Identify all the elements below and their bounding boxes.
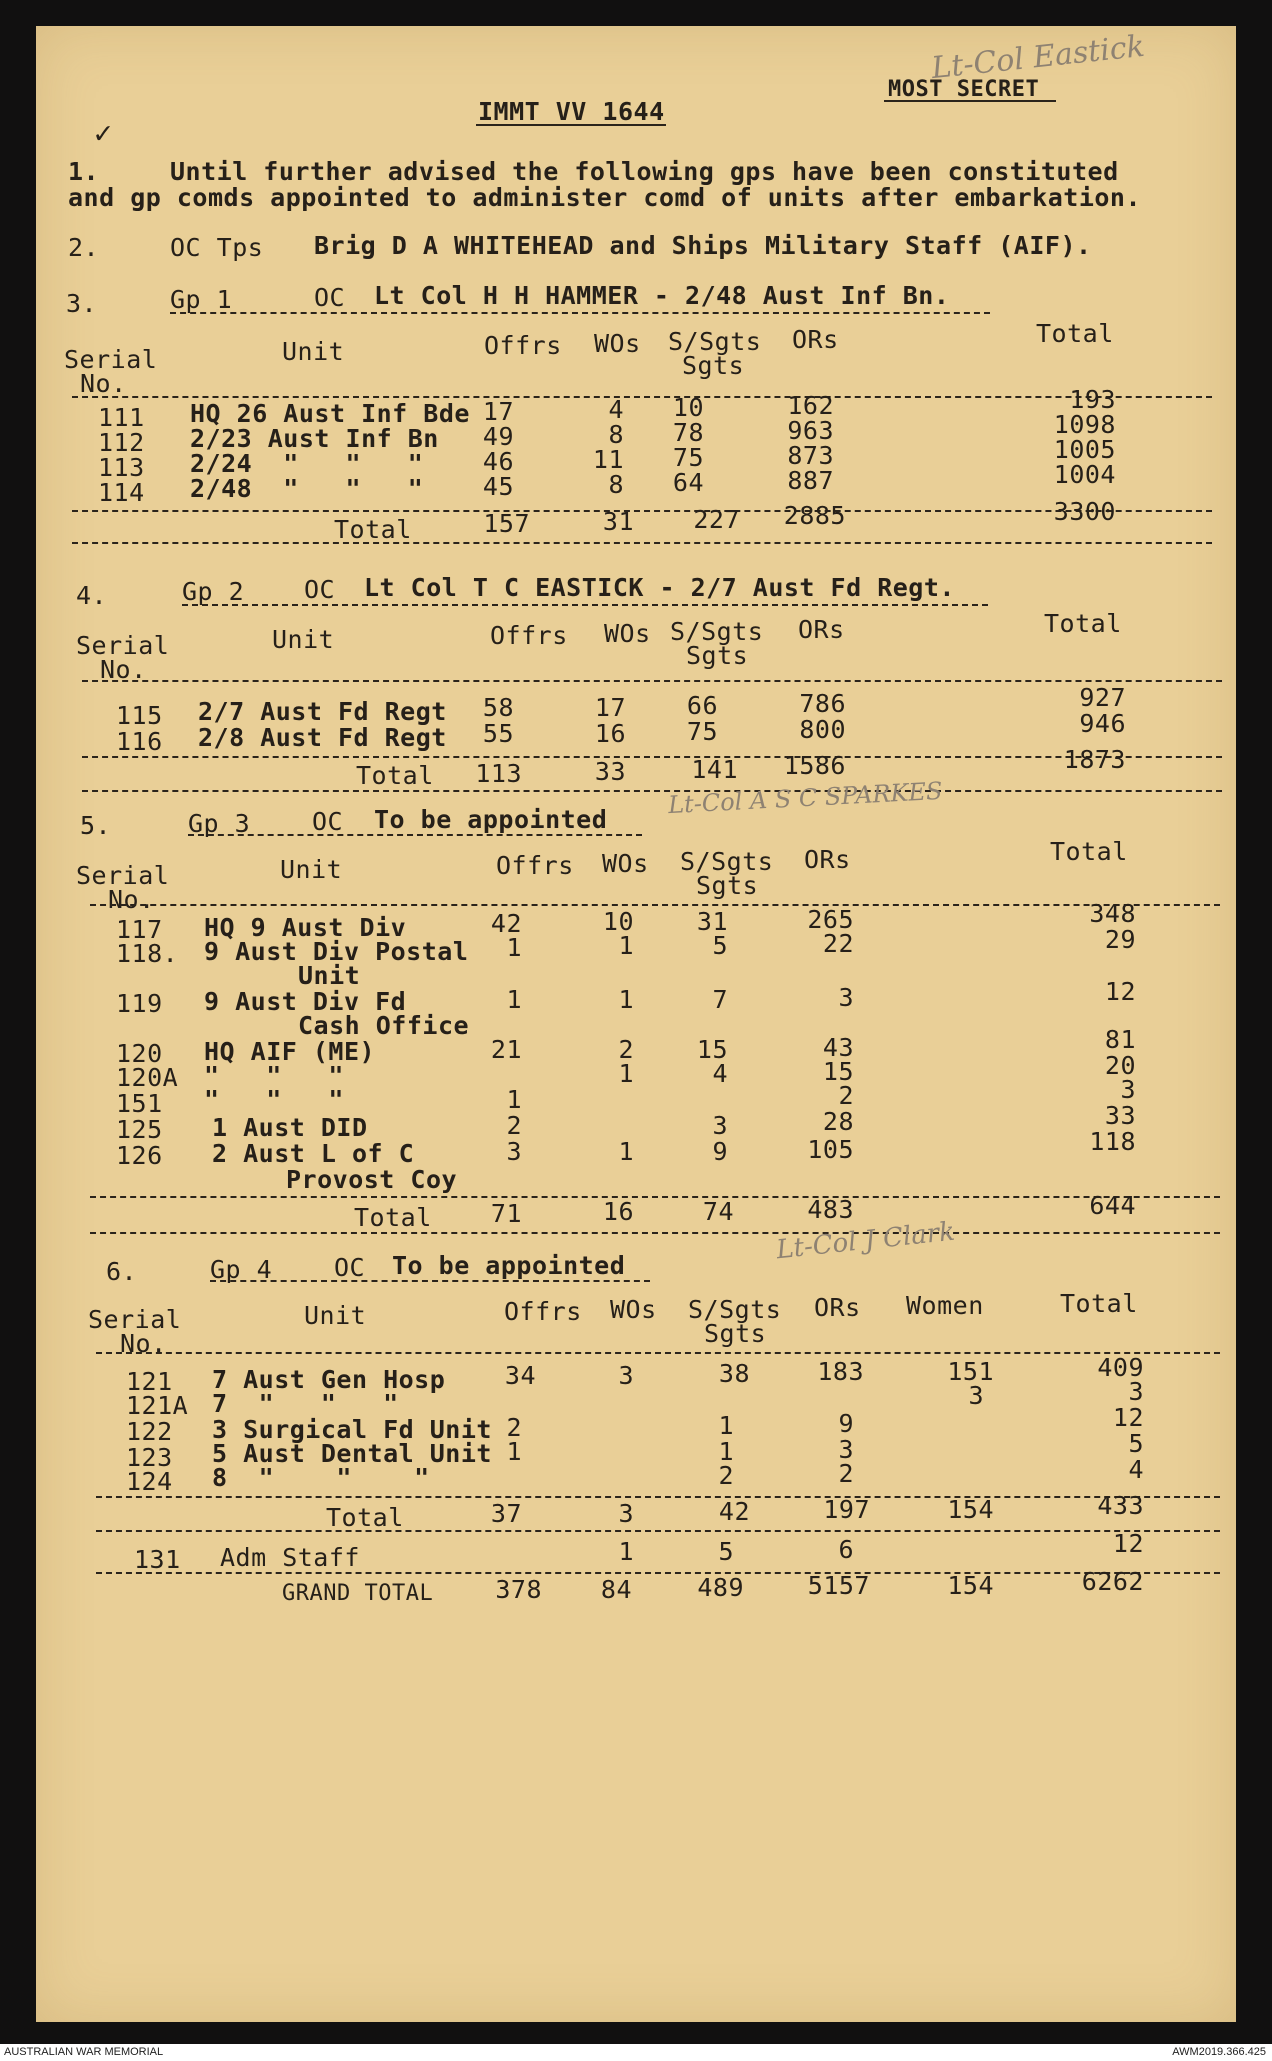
group-number: 5. bbox=[80, 811, 112, 840]
group-oc-label: OC bbox=[314, 283, 346, 312]
group-label: Gp 4 bbox=[210, 1255, 273, 1284]
total-rule-bottom bbox=[90, 1232, 1220, 1234]
col-sgts: Sgts bbox=[696, 871, 759, 900]
para2-label: OC Tps bbox=[170, 233, 264, 262]
col-sgts: Sgts bbox=[686, 641, 749, 670]
classification-label: MOST SECRET bbox=[888, 77, 1040, 102]
col-serial: Serial bbox=[64, 345, 158, 374]
col-ssgts: S/Sgts bbox=[668, 327, 762, 356]
col-no: No. bbox=[100, 655, 147, 684]
group-label: Gp 3 bbox=[188, 809, 251, 838]
col-unit: Unit bbox=[280, 855, 343, 884]
col-total: Total bbox=[1050, 837, 1128, 866]
group-underline bbox=[170, 312, 990, 314]
handwritten-annotation: Lt-Col A S C SPARKES bbox=[667, 776, 944, 820]
col-ors: ORs bbox=[798, 615, 845, 644]
col-women: Women bbox=[906, 1291, 984, 1320]
group-number: 3. bbox=[66, 289, 98, 318]
group-underline bbox=[210, 1280, 650, 1282]
col-unit: Unit bbox=[282, 337, 345, 366]
handwritten-annotation: Lt-Col J Clark bbox=[774, 1216, 957, 1266]
handwritten-annotation-top: Lt-Col Eastick bbox=[929, 28, 1147, 87]
group-commander: To be appointed bbox=[374, 805, 608, 834]
col-offrs: Offrs bbox=[484, 331, 562, 360]
group-oc-label: OC bbox=[334, 1253, 366, 1282]
col-serial: Serial bbox=[76, 631, 170, 660]
col-wos: WOs bbox=[604, 619, 651, 648]
group-underline bbox=[188, 834, 642, 836]
col-total: Total bbox=[1060, 1289, 1138, 1318]
classification-underline bbox=[884, 100, 1056, 102]
para1-number: 1. bbox=[68, 157, 100, 186]
col-serial: Serial bbox=[88, 1305, 182, 1334]
col-offrs: Offrs bbox=[504, 1297, 582, 1326]
col-unit: Unit bbox=[304, 1301, 367, 1330]
header-rule bbox=[82, 680, 1222, 682]
document-page: IMMT VV 1644 MOST SECRET Lt-Col Eastick ✓ 1. Until further advised the following gps have been constituted and gp comds appointed to administer comd of units after embarkation. 2. OC Tps Brig D A WHITEHEAD and Ships Military Staff (AIF). 3. Gp 1 OC Lt Col H H HAMMER - 2/48 Aust Inf Bn. Serial No. Unit Offrs WOs S/Sgts Sgts ORs Total 111 HQ 26 Aust Inf Bde 17 4 10 162 193 112 2/23 Aust Inf Bn 49 8 78 963 1098 113 2/24 " " " 46 11 75 873 1005 114 2/48 " " " 45 8 64 887 1004 Total 157 31 227 2885 3300 4. Gp 2 OC Lt Col T C EASTICK - 2/7 Aust Fd Regt. Serial No. Unit Offrs WOs S/Sgts Sgts ORs Total 115 2/7 Aust Fd Regt 58 17 66 786 927 116 2/8 Aust Fd Regt 55 16 75 800 946 Total 113 33 141 1586 1873 5. Gp 3 OC To be appointed Lt-Col A S C SPARKES Serial No. Unit Offrs WOs S/Sgts Sgts ORs Total 117 HQ 9 Aust Div 42 10 31 265 348 118. 9 Aust Div Postal Unit 1 1 5 22 29 119 9 Aust Div Fd Cash Office 1 1 7 3 12 120 HQ AIF (ME) 21 2 15 43 81 120A " " " 1 4 15 20 151 " " " 1 2 3 125 1 Aust DID 2 3 28 33 126 2 Aust L of C Provost Coy 3 1 9 105 118 Total 71 16 74 483 644 6. Gp 4 OC To be appointed Lt-Col J Clark Serial No. Unit Offrs WOs S/Sgts Sgts ORs Women Total 121 7 Aust Gen Hosp 34 3 38 183 151 409 121A 7 " " " 3 3 122 3 Surgical Fd Unit 2 1 9 12 123 5 Aust Dental Unit 1 1 3 5 124 8 " " " 2 2 4 Total 37 3 42 197 154 433 131 Adm Staff 1 5 6 12 GRAND TOTAL 378 84 489 5157 154 6262 bbox=[36, 26, 1236, 2022]
col-total: Total bbox=[1044, 609, 1122, 638]
total-rule-bottom bbox=[82, 790, 1222, 792]
total-rule-bottom bbox=[72, 542, 1212, 544]
para1-line2: and gp comds appointed to administer comd of units after embarkation. bbox=[68, 183, 1142, 212]
col-ssgts: S/Sgts bbox=[670, 617, 764, 646]
group-commander: To be appointed bbox=[392, 1251, 626, 1280]
group-underline bbox=[182, 604, 988, 606]
col-serial: Serial bbox=[76, 861, 170, 890]
para1-line1: Until further advised the following gps have been constituted bbox=[170, 157, 1119, 186]
col-ors: ORs bbox=[814, 1293, 861, 1322]
col-sgts: Sgts bbox=[682, 351, 745, 380]
col-unit: Unit bbox=[272, 625, 335, 654]
col-total: Total bbox=[1036, 319, 1114, 348]
group-number: 4. bbox=[76, 581, 108, 610]
signal-reference: IMMT VV 1644 bbox=[478, 97, 665, 126]
col-sgts: Sgts bbox=[704, 1319, 767, 1348]
group-number: 6. bbox=[106, 1257, 138, 1286]
group-commander: Lt Col T C EASTICK - 2/7 Aust Fd Regt. bbox=[364, 573, 955, 602]
tick-mark: ✓ bbox=[94, 116, 113, 151]
col-offrs: Offrs bbox=[496, 851, 574, 880]
para2-number: 2. bbox=[68, 233, 100, 262]
group-commander: Lt Col H H HAMMER - 2/48 Aust Inf Bn. bbox=[374, 281, 950, 310]
archive-reference: AWM2019.366.425 bbox=[1172, 2046, 1266, 2058]
col-no: No. bbox=[108, 885, 155, 914]
col-wos: WOs bbox=[610, 1295, 657, 1324]
col-wos: WOs bbox=[594, 329, 641, 358]
col-wos: WOs bbox=[602, 849, 649, 878]
col-ors: ORs bbox=[804, 845, 851, 874]
group-oc-label: OC bbox=[304, 575, 336, 604]
para2-text: Brig D A WHITEHEAD and Ships Military Staff (AIF). bbox=[314, 231, 1092, 260]
group-label: Gp 1 bbox=[170, 285, 233, 314]
group-label: Gp 2 bbox=[182, 577, 245, 606]
group-oc-label: OC bbox=[312, 807, 344, 836]
col-offrs: Offrs bbox=[490, 621, 568, 650]
col-no: No. bbox=[80, 369, 127, 398]
col-ssgts: S/Sgts bbox=[688, 1295, 782, 1324]
col-no: No. bbox=[120, 1329, 167, 1358]
archive-credit: AUSTRALIAN WAR MEMORIAL bbox=[4, 2046, 164, 2058]
signal-underline bbox=[476, 124, 666, 126]
col-ssgts: S/Sgts bbox=[680, 847, 774, 876]
col-ors: ORs bbox=[792, 325, 839, 354]
